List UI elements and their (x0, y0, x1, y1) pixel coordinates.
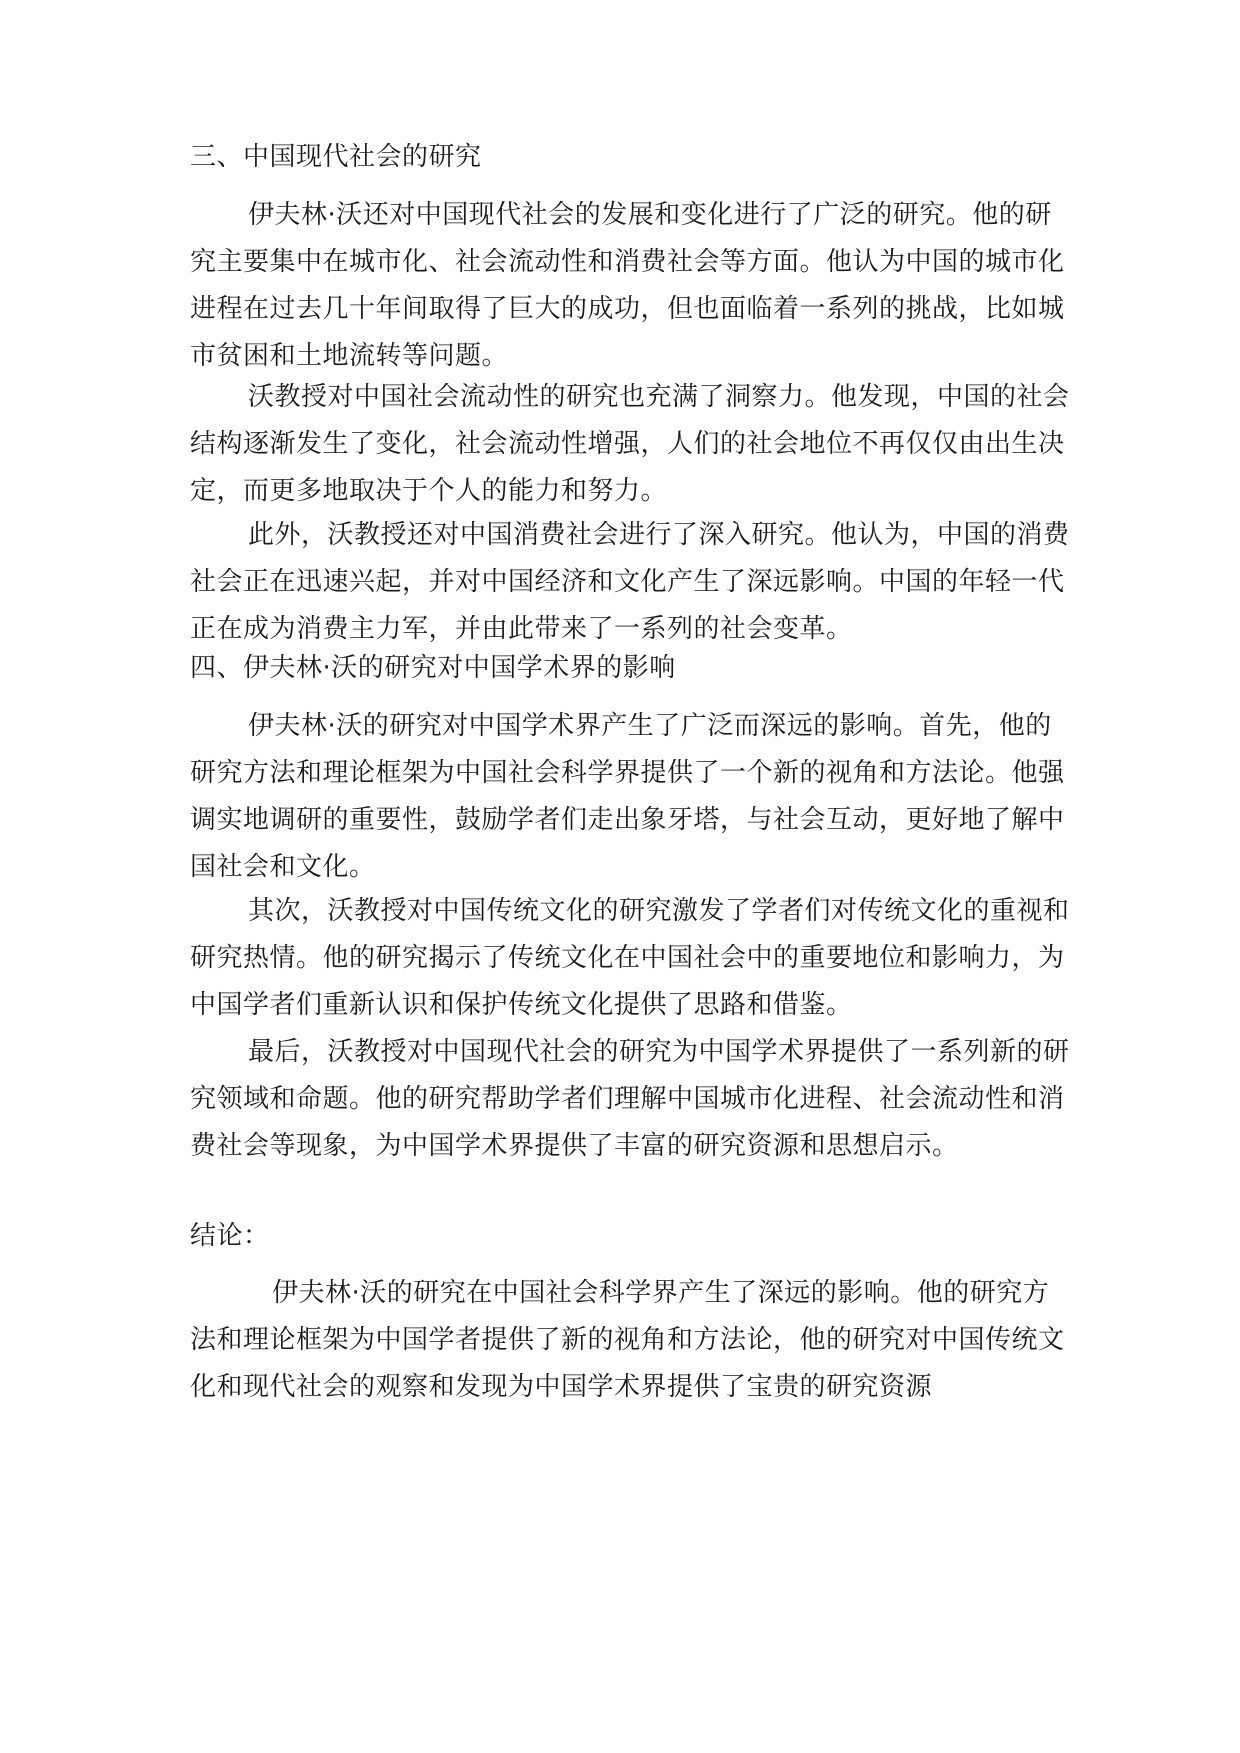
conclusion-paragraph: 伊夫林·沃的研究在中国社会科学界产生了深远的影响。他的研究方法和理论框架为中国学者提供了新的视角和方法论，他的研究对中国传统文化和现代社会的观察和发现为中国学术界提供了宝贵的研究资源 (190, 1278, 1065, 1402)
section3-paragraph-2: 沃教授对中国社会流动性的研究也充满了洞察力。他发现，中国的社会结构逐渐发生了变化，社会流动性增强，人们的社会地位不再仅仅由出生决定，而更多地取决于个人的能力和努力。 (190, 382, 1070, 506)
section4-paragraph-1: 伊夫林·沃的研究对中国学术界产生了广泛而深远的影响。首先，他的研究方法和理论框架为中国社会科学界提供了一个新的视角和方法论。他强调实地调研的重要性，鼓励学者们走出象牙塔，与社会互动，更好地了解中国社会和文化。 (190, 711, 1065, 882)
section4-paragraph-3: 最后，沃教授对中国现代社会的研究为中国学术界提供了一系列新的研究领域和命题。他的研究帮助学者们理解中国城市化进程、社会流动性和消费社会等现象，为中国学术界提供了丰富的研究资源和思想启示。 (190, 1037, 1070, 1161)
conclusion-heading: 结论： (190, 1221, 270, 1251)
section3-heading: 三、中国现代社会的研究 (190, 142, 482, 172)
section3-paragraph-1: 伊夫林·沃还对中国现代社会的发展和变化进行了广泛的研究。他的研究主要集中在城市化、社会流动性和消费社会等方面。他认为中国的城市化进程在过去几十年间取得了巨大的成功，但也面临着一系列的挑战，比如城市贫困和土地流转等问题。 (190, 200, 1065, 371)
section4-paragraph-2: 其次，沃教授对中国传统文化的研究激发了学者们对传统文化的重视和研究热情。他的研究揭示了传统文化在中国社会中的重要地位和影响力，为中国学者们重新认识和保护传统文化提供了思路和借鉴。 (190, 896, 1070, 1020)
section3-paragraph-3: 此外，沃教授还对中国消费社会进行了深入研究。他认为，中国的消费社会正在迅速兴起，并对中国经济和文化产生了深远影响。中国的年轻一代正在成为消费主力军，并由此带来了一系列的社会变革。 (190, 520, 1070, 644)
section4-heading: 四、伊夫林·沃的研究对中国学术界的影响 (190, 653, 676, 683)
